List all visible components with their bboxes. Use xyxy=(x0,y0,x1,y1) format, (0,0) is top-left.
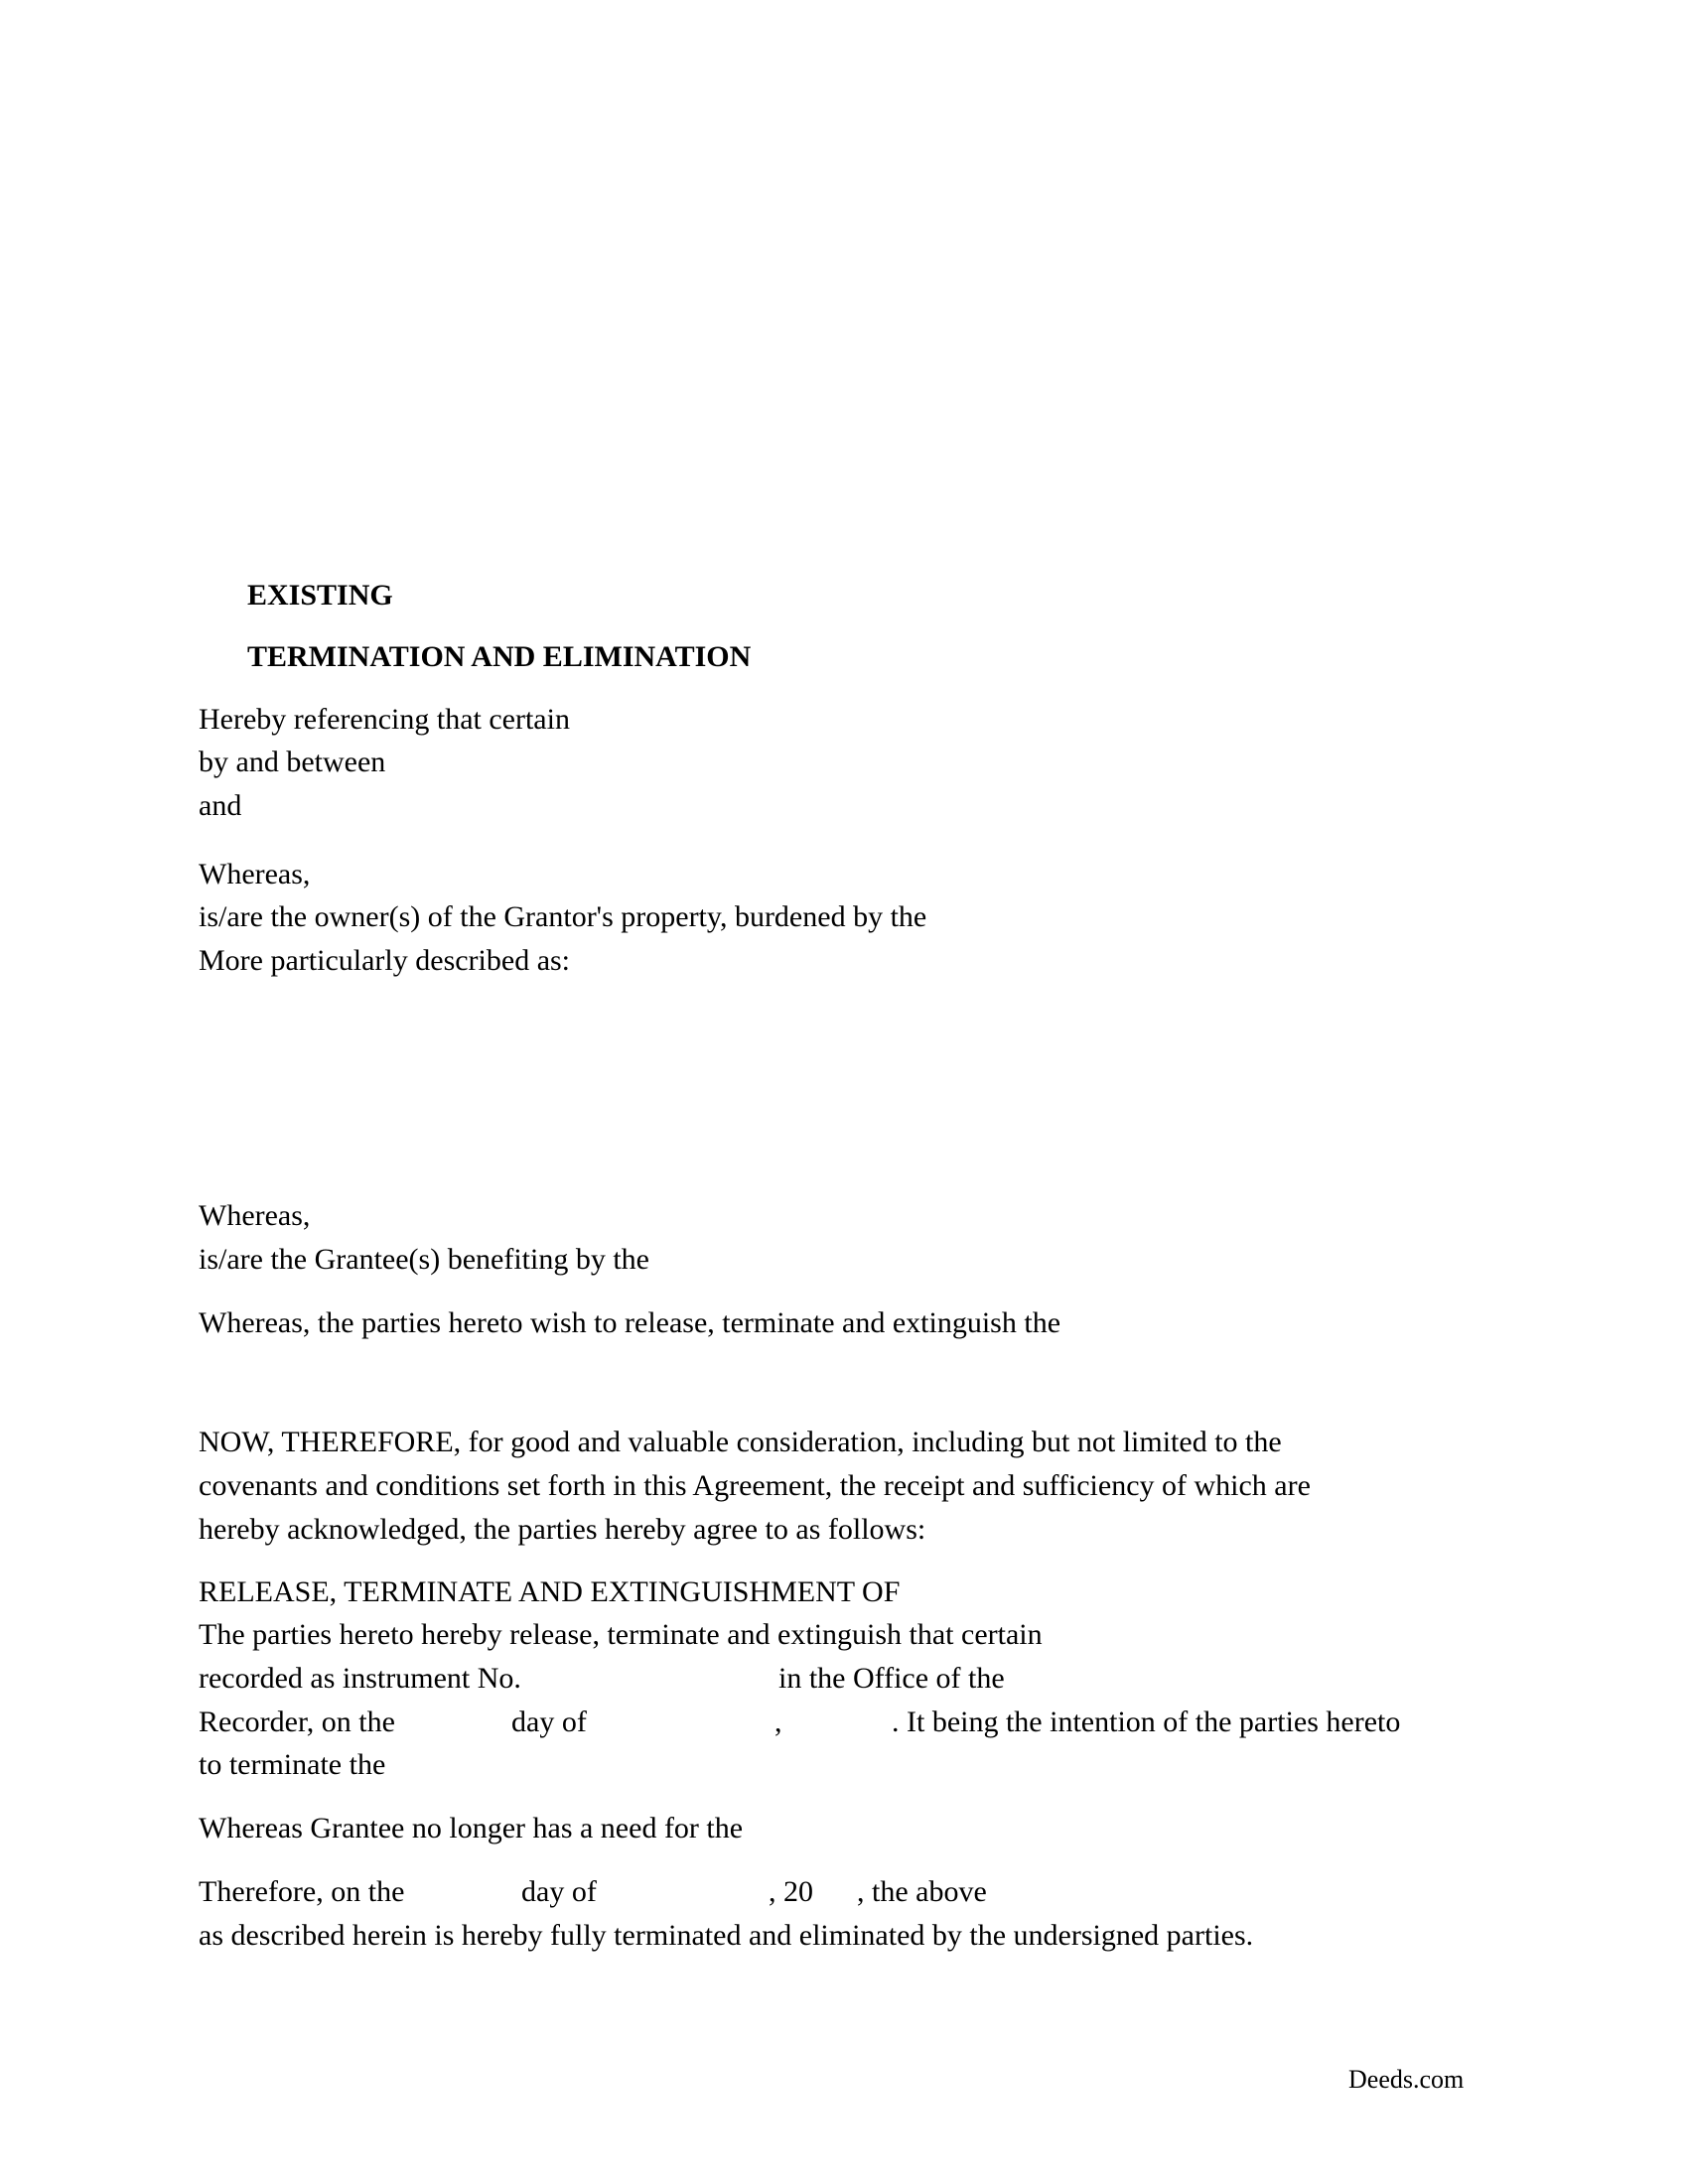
reference-line-3: and xyxy=(199,789,242,822)
whereas-release-intent: Whereas, the parties hereto wish to release, terminate and extinguish the xyxy=(199,1306,1061,1339)
therefore-line-1-year: , 20 xyxy=(769,1875,813,1908)
now-therefore-line-3: hereby acknowledged, the parties hereby agree to as follows: xyxy=(199,1513,926,1546)
release-line-3-day-of: day of xyxy=(511,1706,587,1738)
whereas-grantor-line-1: Whereas, xyxy=(199,858,311,890)
therefore-line-1-above: , the above xyxy=(857,1875,987,1908)
therefore-line-1-label: Therefore, on the xyxy=(199,1875,405,1908)
therefore-line-2: as described herein is hereby fully terminated and eliminated by the undersigned parties. xyxy=(199,1919,1254,1952)
now-therefore-line-2: covenants and conditions set forth in this Agreement, the receipt and sufficiency of which are xyxy=(199,1469,1311,1502)
therefore-line-1-day-of: day of xyxy=(521,1875,597,1908)
release-line-3-recorder: Recorder, on the xyxy=(199,1706,395,1738)
release-line-2-label: recorded as instrument No. xyxy=(199,1662,521,1695)
release-line-2-office: in the Office of the xyxy=(778,1662,1005,1695)
whereas-no-need: Whereas Grantee no longer has a need for the xyxy=(199,1812,744,1844)
whereas-grantor-line-2: is/are the owner(s) of the Grantor's property, burdened by the xyxy=(199,900,927,933)
whereas-grantor-line-3: More particularly described as: xyxy=(199,944,571,977)
release-line-3-comma: , xyxy=(774,1706,782,1738)
footer-deeds-com: Deeds.com xyxy=(1348,2065,1465,2094)
now-therefore-line-1: NOW, THEREFORE, for good and valuable consideration, including but not limited to the xyxy=(199,1426,1282,1458)
release-line-4: to terminate the xyxy=(199,1748,386,1781)
heading-existing: EXISTING xyxy=(247,579,393,612)
whereas-grantee-line-2: is/are the Grantee(s) benefiting by the xyxy=(199,1243,649,1276)
reference-line-2: by and between xyxy=(199,746,386,778)
reference-line-1: Hereby referencing that certain xyxy=(199,703,570,736)
whereas-grantee-line-1: Whereas, xyxy=(199,1199,311,1232)
release-line-3-intention: . It being the intention of the parties hereto xyxy=(892,1706,1401,1738)
release-line-1: The parties hereto hereby release, terminate and extinguish that certain xyxy=(199,1618,1043,1651)
heading-termination: TERMINATION AND ELIMINATION xyxy=(247,640,752,673)
release-heading: RELEASE, TERMINATE AND EXTINGUISHMENT OF xyxy=(199,1575,901,1608)
